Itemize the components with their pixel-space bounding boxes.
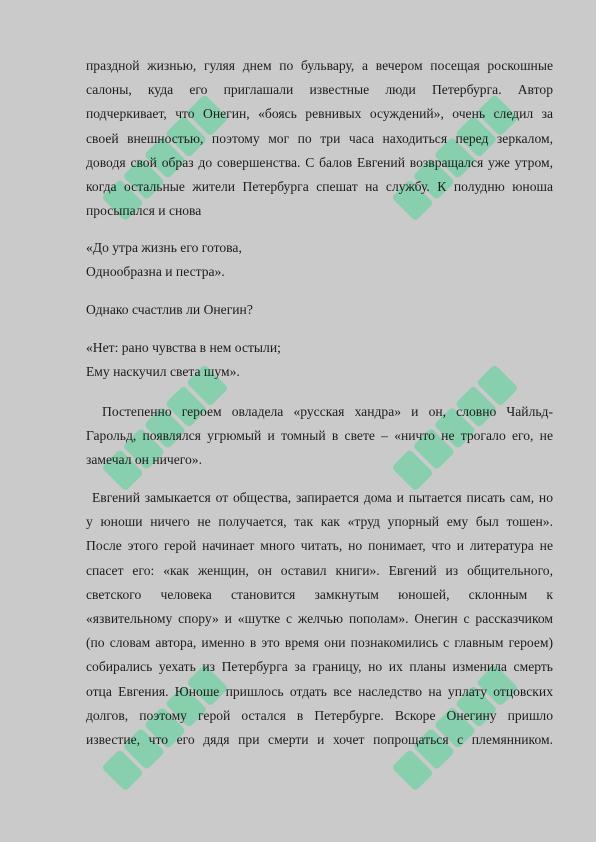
quote-line: Ему наскучил света шум». [86,364,240,380]
paragraph-4 [86,486,553,752]
text-line: светского человека становится замкнутым юношей, склонным к [86,586,553,602]
text-line: подчеркивает, что Онегин, «боясь ревнивых осуждений», очень следил за [86,106,553,122]
text-line: салоны, куда его приглашали известные люди Петербурга. Автор [86,82,553,98]
text-line: известие, что его дядя при смерти и хочет попрощаться с племянником. [86,732,553,748]
text-line: Однако счастлив ли Онегин? [86,302,253,317]
quote-line: Однообразна и пестра». [86,264,225,280]
quote-1 [86,236,553,284]
paragraph-1 [86,54,553,223]
paragraph-3 [86,400,553,473]
quote-line: «До утра жизнь его готова, [86,240,242,255]
text-line: праздной жизнью, гуляя днем по бульвару, а вечером посещая роскошные [86,58,553,73]
text-line: своей внешностью, поэтому мог по три часа находиться перед зеркалом, [86,130,553,146]
text-line: доводя свой образ до совершенства. С балов Евгений возвращался уже утром, [86,154,553,170]
text-line: замечал он ничего». [86,452,202,468]
text-line: Гарольд, появлялся угрюмый и томный в свете – «ничто не трогало его, не [86,428,553,444]
text-line: Евгений замыкается от общества, запирается дома и пытается писать сам, но [92,490,553,505]
text-line: «язвительному спору» и «шутке с желчью пополам». Онегин с рассказчиком [86,611,553,627]
text-line: собирались уехать из Петербурга за границу, но их планы изменила смерть [86,659,553,675]
quote-line: «Нет: рано чувства в нем остыли; [86,340,281,355]
paragraph-2 [86,298,553,322]
text-line: Постепенно героем овладела «русская хандра» и он, словно Чайльд- [102,404,553,419]
text-line: отца Евгения. Юноше пришлось отдать все наследство на уплату отцовских [86,683,553,699]
text-line: После этого герой начинает много читать, но понимает, что и литература не [86,538,553,554]
text-line: спасет его: «как женщин, он оставил книги». Евгений из общительного, [86,562,553,578]
text-line: долгов, поэтому герой остался в Петербурге. Вскоре Онегину пришло [86,707,553,723]
text-line: у юноши ничего не получается, так как «труд упорный ему был тошен». [86,514,553,530]
text-line: когда остальные жители Петербурга спешат на службу. К полудню юноша [86,179,553,195]
quote-2 [86,336,553,384]
text-line: (по словам автора, именно в это время они познакомились с главным героем) [86,635,553,651]
text-line: просыпался и снова [86,203,202,219]
